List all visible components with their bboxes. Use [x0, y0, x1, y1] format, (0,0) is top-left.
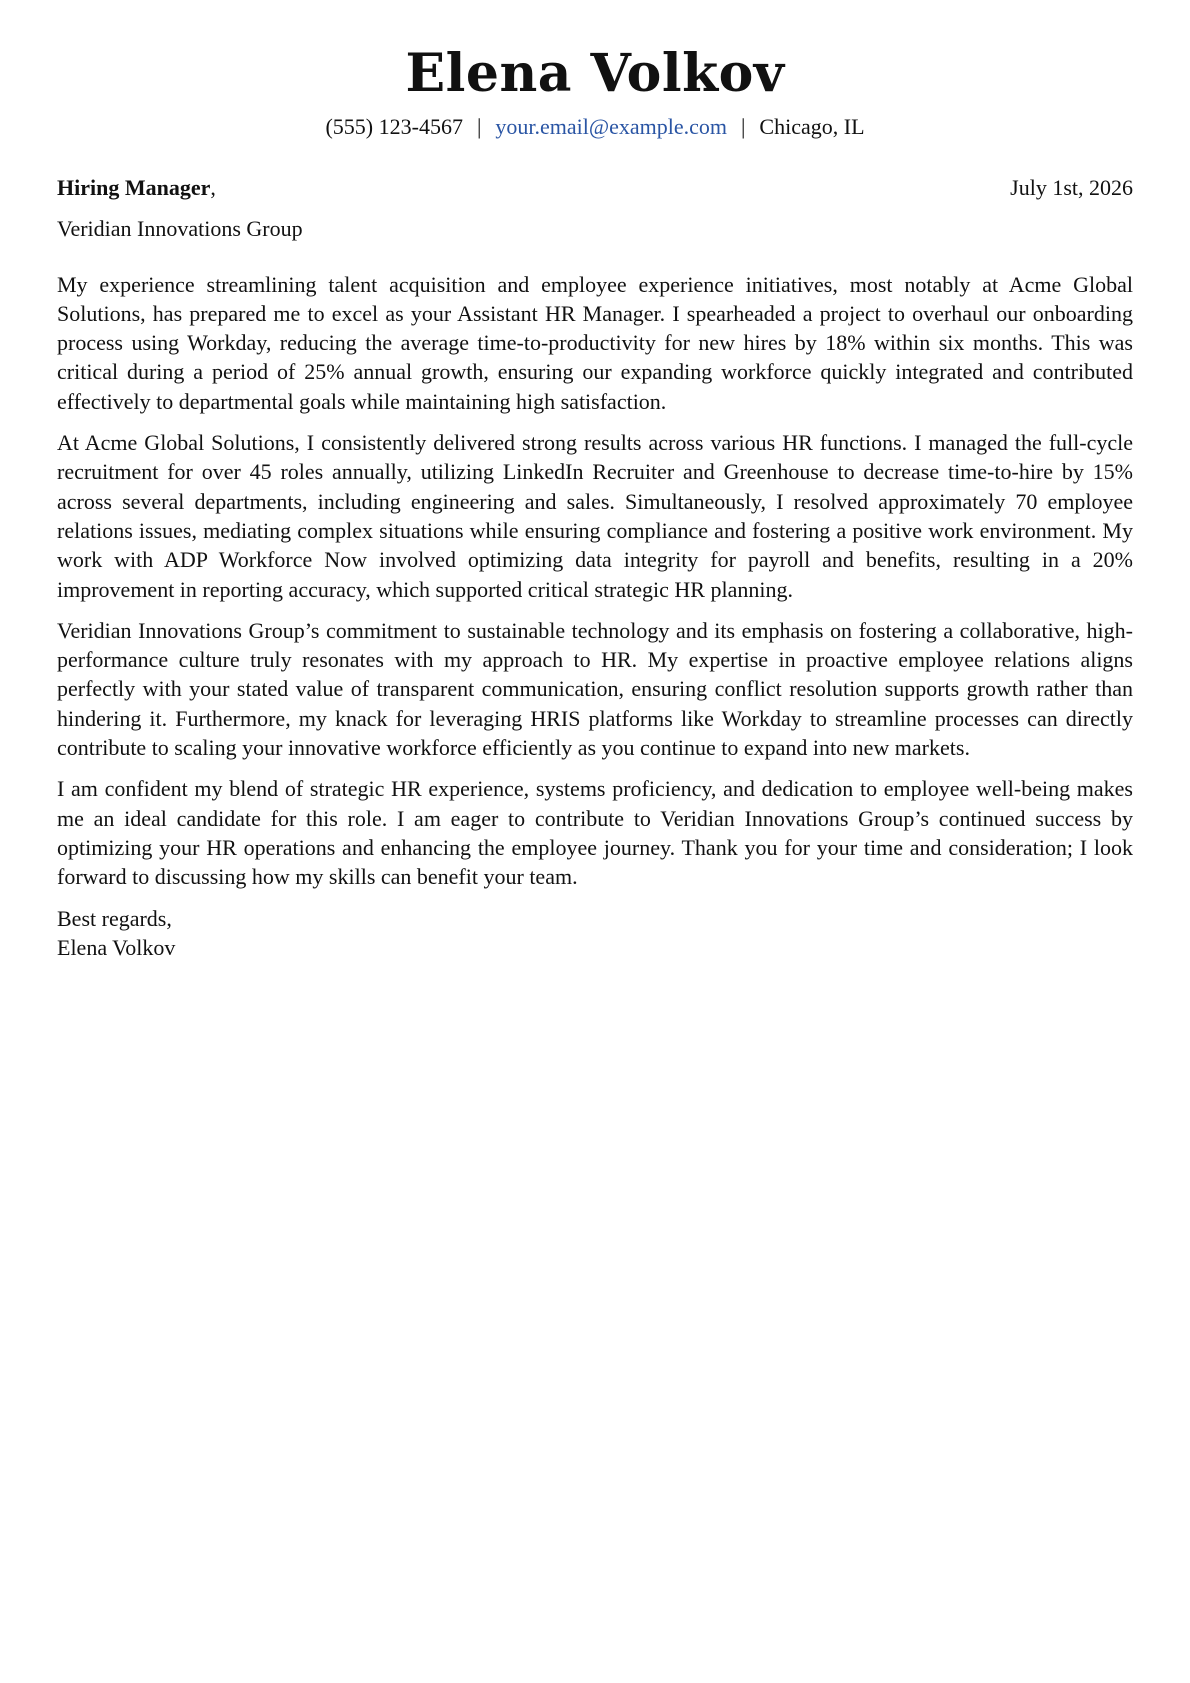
paragraph-intro: My experience streamlining talent acquisition and employee experience initiatives, most notably at Acme Global Solutions, has prepared me to excel as your Assistant HR Manager. I spearheaded a project to overhaul our onboarding process using Workday, reducing the average time-to-productivity for new hires by 18% within six months. This was critical during a period of 25% annual growth, ensuring our expanding workforce quickly integrated and contributed effectively to departmental goals while maintaining high satisfaction.	[57, 271, 1133, 414]
letter-date: July 1st, 2026	[1010, 175, 1133, 200]
contact-line	[57, 112, 1133, 142]
phone-number: (555) 123-4567	[325, 114, 463, 139]
salutation	[57, 173, 216, 202]
recipient-row	[57, 173, 1133, 202]
email-link[interactable]: your.email@example.com	[495, 114, 728, 139]
contact-separator: |	[741, 114, 746, 139]
recipient-title-suffix: ,	[210, 175, 216, 200]
letter-body	[57, 173, 1133, 962]
signature: Elena Volkov	[57, 934, 176, 960]
paragraph-conclusion: I am confident my blend of strategic HR experience, systems proficiency, and dedication to employee well-being makes me an ideal candidate for this role. I am eager to contribute to Veridian Innovations Group’s continued success by optimizing your HR operations and enhancing the employee journey. Thank you for your time and consideration; I look forward to discussing how my skills can benefit your team.	[57, 776, 1133, 890]
recipient-title: Hiring Manager	[57, 175, 211, 200]
paragraph-company-fit: Veridian Innovations Group’s commitment to sustainable technology and its emphasis on fostering a collaborative, high-performance culture truly resonates with my approach to HR. My expertise in proactive employee relations aligns perfectly with your stated value of transparent communication, ensuring conflict resolution supports growth rather than hindering it. Furthermore, my knack for leveraging HRIS platforms like Workday to streamline processes can directly contribute to scaling your innovative workforce efficiently as you continue to expand into new markets.	[57, 617, 1133, 761]
applicant-name: Elena Volkov	[405, 43, 785, 104]
contact-separator: |	[476, 114, 482, 139]
recipient-company: Veridian Innovations Group	[57, 216, 303, 242]
paragraph-experience: At Acme Global Solutions, I consistently delivered strong results across various HR functions. I managed the full-cycle recruitment for over 45 roles annually, utilizing LinkedIn Recruiter and Greenhouse to decrease time-to-hire by 15% across several departments, including engineering and sales. Simultaneously, I resolved approximately 70 employee relations issues, mediating complex situations while ensuring compliance and fostering a positive work environment. My work with ADP Workforce Now involved optimizing data integrity for payroll and benefits, resulting in a 20% improvement in reporting accuracy, which supported critical strategic HR planning.	[57, 430, 1133, 602]
valediction: Best regards,	[57, 905, 172, 931]
location: Chicago, IL	[759, 114, 865, 139]
closing-block	[57, 904, 1133, 963]
